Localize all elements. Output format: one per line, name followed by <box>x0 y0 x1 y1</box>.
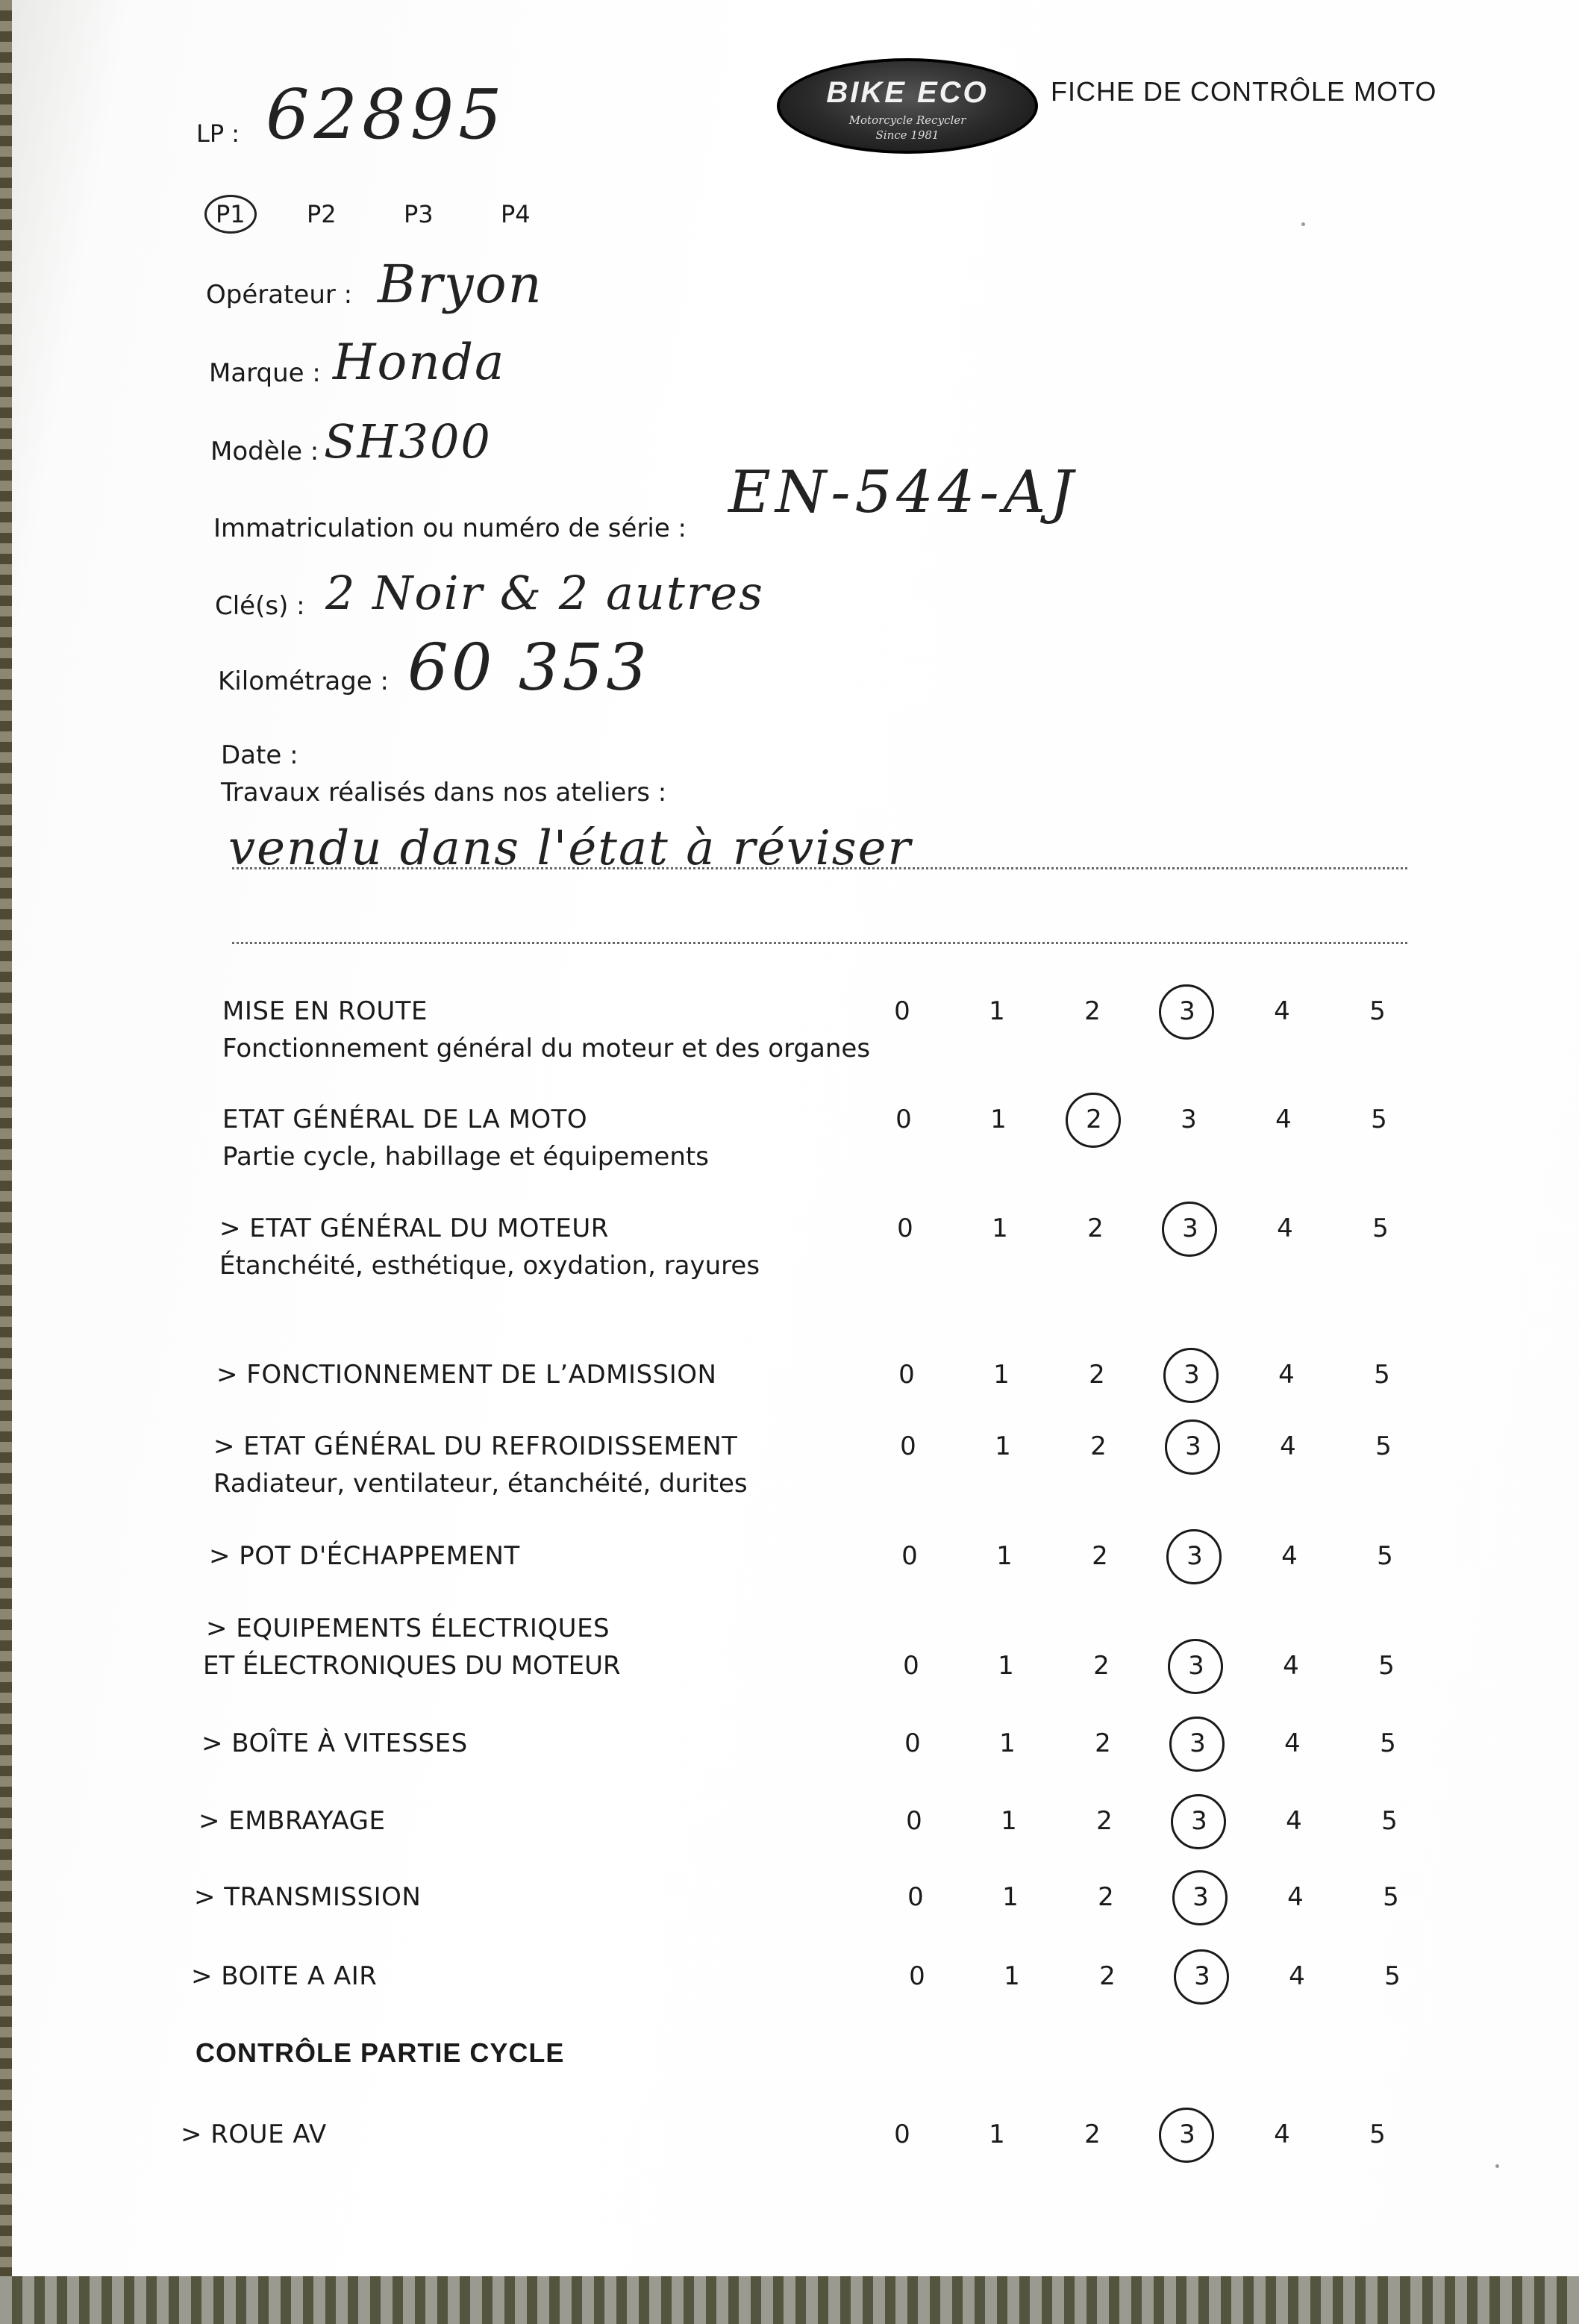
score-option-5[interactable]: 5 <box>1369 996 1386 1026</box>
check-subtitle: Fonctionnement général du moteur et des organes <box>222 1034 871 1063</box>
bike-eco-logo <box>777 58 1038 154</box>
works-dotline-1 <box>232 867 1407 869</box>
registration-label: Immatriculation ou numéro de série : <box>213 513 687 543</box>
brand-value: Honda <box>333 334 506 391</box>
score-option-4[interactable]: 4 <box>1274 996 1290 1026</box>
score-option-4[interactable]: 4 <box>1275 1105 1292 1134</box>
score-option-4[interactable]: 4 <box>1287 1882 1304 1912</box>
score-option-2[interactable]: 2 <box>1098 1882 1114 1912</box>
score-option-2[interactable]: 2 <box>1096 1806 1113 1836</box>
score-option-0[interactable]: 0 <box>900 1431 916 1461</box>
score-option-5[interactable]: 5 <box>1383 1882 1399 1912</box>
check-title: > BOITE A AIR <box>191 1961 378 1991</box>
score-option-2[interactable]: 2 <box>1093 1651 1110 1681</box>
check-subtitle: Partie cycle, habillage et équipements <box>222 1142 709 1172</box>
score-option-0[interactable]: 0 <box>901 1541 918 1571</box>
check-title: > ETAT GÉNÉRAL DU REFROIDISSEMENT <box>213 1431 738 1461</box>
score-option-3[interactable]: 3 <box>1165 996 1210 1026</box>
score-option-5[interactable]: 5 <box>1377 1541 1393 1571</box>
keys-value: 2 Noir & 2 autres <box>325 566 764 620</box>
score-option-2[interactable]: 2 <box>1087 1213 1104 1243</box>
score-option-0[interactable]: 0 <box>897 1213 913 1243</box>
position-p1[interactable]: P1 <box>204 195 257 234</box>
score-option-3[interactable]: 3 <box>1165 2120 1210 2149</box>
score-option-4[interactable]: 4 <box>1289 1961 1305 1991</box>
score-option-2[interactable]: 2 <box>1072 1105 1116 1134</box>
score-option-1[interactable]: 1 <box>989 2120 1005 2149</box>
lp-label: LP : <box>196 119 240 148</box>
score-option-0[interactable]: 0 <box>907 1882 924 1912</box>
check-title: > EMBRAYAGE <box>198 1806 386 1836</box>
score-option-0[interactable]: 0 <box>904 1728 921 1758</box>
score-option-0[interactable]: 0 <box>906 1806 922 1836</box>
logo-tagline: Motorcycle Recycler <box>848 113 966 127</box>
score-option-1[interactable]: 1 <box>993 1360 1010 1390</box>
score-option-2[interactable]: 2 <box>1084 2120 1101 2149</box>
score-option-2[interactable]: 2 <box>1090 1431 1107 1461</box>
score-option-2[interactable]: 2 <box>1099 1961 1116 1991</box>
model-label: Modèle : <box>210 437 319 466</box>
score-option-0[interactable]: 0 <box>898 1360 915 1390</box>
score-option-1[interactable]: 1 <box>1001 1806 1017 1836</box>
score-option-3[interactable]: 3 <box>1175 1728 1220 1758</box>
check-title: > FONCTIONNEMENT DE L’ADMISSION <box>216 1360 717 1390</box>
check-title: MISE EN ROUTE <box>222 996 428 1026</box>
binder-edge-bottom <box>0 2276 1579 2324</box>
score-option-4[interactable]: 4 <box>1283 1651 1299 1681</box>
score-option-3[interactable]: 3 <box>1181 1105 1197 1134</box>
form-title: FICHE DE CONTRÔLE MOTO <box>1051 76 1437 107</box>
score-option-5[interactable]: 5 <box>1371 1105 1387 1134</box>
score-option-1[interactable]: 1 <box>995 1431 1011 1461</box>
check-subtitle: ET ÉLECTRONIQUES DU MOTEUR <box>203 1651 621 1681</box>
score-option-4[interactable]: 4 <box>1286 1806 1302 1836</box>
score-option-1[interactable]: 1 <box>1002 1882 1019 1912</box>
keys-label: Clé(s) : <box>215 591 305 621</box>
score-option-2[interactable]: 2 <box>1089 1360 1105 1390</box>
mileage-label: Kilométrage : <box>218 666 389 696</box>
score-option-5[interactable]: 5 <box>1375 1431 1392 1461</box>
score-option-3[interactable]: 3 <box>1180 1961 1225 1991</box>
works-dotline-2 <box>232 942 1407 944</box>
score-option-1[interactable]: 1 <box>992 1213 1008 1243</box>
check-subtitle: Étanchéité, esthétique, oxydation, rayures <box>219 1251 760 1281</box>
logo-tagline-since: Since 1981 <box>875 128 939 142</box>
score-option-2[interactable]: 2 <box>1084 996 1101 1026</box>
score-option-5[interactable]: 5 <box>1378 1651 1395 1681</box>
score-option-5[interactable]: 5 <box>1372 1213 1389 1243</box>
registration-value: EN-544-AJ <box>728 459 1078 526</box>
score-option-4[interactable]: 4 <box>1281 1541 1298 1571</box>
check-title: > EQUIPEMENTS ÉLECTRIQUES <box>206 1614 610 1643</box>
score-option-1[interactable]: 1 <box>1004 1961 1020 1991</box>
score-option-1[interactable]: 1 <box>990 1105 1007 1134</box>
score-option-5[interactable]: 5 <box>1380 1728 1396 1758</box>
operator-value: Bryon <box>378 254 543 315</box>
paper-speck <box>1495 2164 1499 2168</box>
score-option-0[interactable]: 0 <box>894 2120 910 2149</box>
position-p3[interactable]: P3 <box>404 200 434 228</box>
score-option-5[interactable]: 5 <box>1369 2120 1386 2149</box>
score-option-4[interactable]: 4 <box>1280 1431 1296 1461</box>
score-option-1[interactable]: 1 <box>998 1651 1014 1681</box>
score-option-3[interactable]: 3 <box>1171 1431 1216 1461</box>
cycle-section-title: CONTRÔLE PARTIE CYCLE <box>196 2037 565 2068</box>
score-option-5[interactable]: 5 <box>1381 1806 1398 1836</box>
score-option-1[interactable]: 1 <box>989 996 1005 1026</box>
check-title: > POT D'ÉCHAPPEMENT <box>209 1541 520 1571</box>
score-option-4[interactable]: 4 <box>1284 1728 1301 1758</box>
score-option-0[interactable]: 0 <box>903 1651 919 1681</box>
check-title: > BOÎTE À VITESSES <box>201 1728 468 1758</box>
score-option-0[interactable]: 0 <box>909 1961 925 1991</box>
position-p2[interactable]: P2 <box>307 200 337 228</box>
logo-brand: BIKE ECO <box>826 76 989 109</box>
score-option-4[interactable]: 4 <box>1274 2120 1290 2149</box>
mileage-value: 60 353 <box>407 631 650 705</box>
score-option-4[interactable]: 4 <box>1277 1213 1293 1243</box>
check-title: > ETAT GÉNÉRAL DU MOTEUR <box>219 1213 609 1243</box>
check-subtitle: Radiateur, ventilateur, étanchéité, durites <box>213 1469 748 1499</box>
cycle-check-title: > ROUE AV <box>181 2120 327 2149</box>
score-option-4[interactable]: 4 <box>1278 1360 1295 1390</box>
score-option-2[interactable]: 2 <box>1095 1728 1111 1758</box>
score-option-3[interactable]: 3 <box>1174 1651 1219 1681</box>
score-option-1[interactable]: 1 <box>996 1541 1013 1571</box>
score-option-1[interactable]: 1 <box>999 1728 1016 1758</box>
date-label: Date : <box>221 740 298 770</box>
works-value: vendu dans l'état à réviser <box>228 821 913 876</box>
position-p4[interactable]: P4 <box>501 200 531 228</box>
score-option-3[interactable]: 3 <box>1172 1541 1217 1571</box>
score-option-3[interactable]: 3 <box>1169 1360 1214 1390</box>
score-option-2[interactable]: 2 <box>1092 1541 1108 1571</box>
model-value: SH300 <box>324 414 492 469</box>
score-option-0[interactable]: 0 <box>894 996 910 1026</box>
works-label: Travaux réalisés dans nos ateliers : <box>221 778 667 808</box>
form-sheet <box>12 0 1579 2276</box>
score-option-5[interactable]: 5 <box>1384 1961 1401 1991</box>
lp-value: 62895 <box>266 75 507 154</box>
check-title: ETAT GÉNÉRAL DE LA MOTO <box>222 1105 588 1134</box>
score-option-5[interactable]: 5 <box>1374 1360 1390 1390</box>
score-option-3[interactable]: 3 <box>1178 1882 1223 1912</box>
score-option-0[interactable]: 0 <box>895 1105 912 1134</box>
check-title: > TRANSMISSION <box>194 1882 422 1912</box>
paper-speck <box>1301 222 1305 226</box>
operator-label: Opérateur : <box>206 280 353 310</box>
score-option-3[interactable]: 3 <box>1177 1806 1222 1836</box>
score-option-3[interactable]: 3 <box>1168 1213 1213 1243</box>
brand-label: Marque : <box>209 358 321 388</box>
